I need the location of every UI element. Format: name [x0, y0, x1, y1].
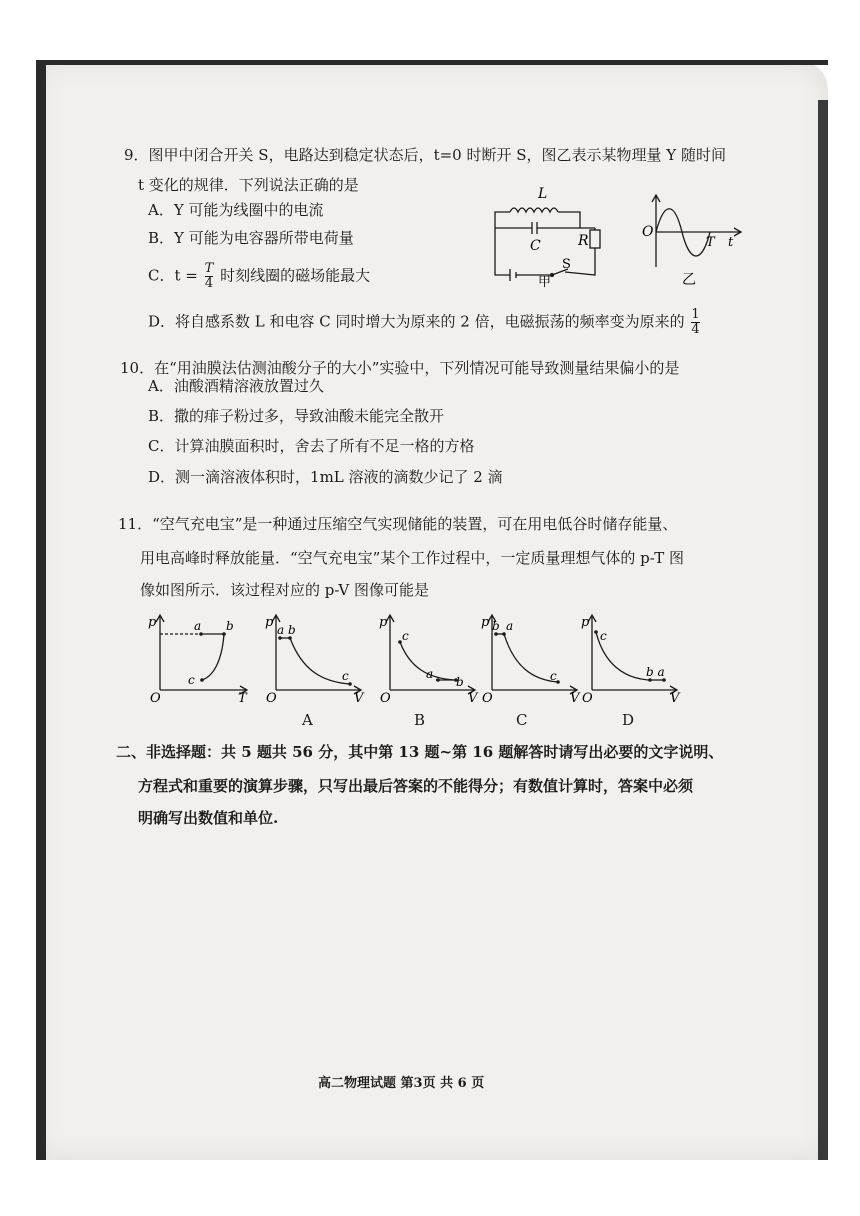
a-origin-label: O: [266, 691, 277, 705]
paper-edge-right: [818, 100, 828, 1160]
page-footer: 高二物理试题 第3页 共 6 页: [318, 1076, 485, 1091]
yi-t-label: t: [728, 235, 734, 250]
graph-option-d: [578, 610, 688, 705]
q9-c-frac-den: 4: [204, 276, 214, 291]
figure-jia-circuit: [480, 180, 610, 290]
q10-option-a: A．油酸酒精溶液放置过久: [148, 377, 324, 395]
c-p-label: p: [481, 615, 490, 630]
b-V-label: V: [468, 691, 478, 705]
q9-stem-line2: t 变化的规律．下列说法正确的是: [138, 176, 359, 194]
graph-b-label: B: [414, 711, 426, 729]
caption-jia: 甲: [538, 275, 552, 290]
yi-T-label: T: [706, 235, 715, 250]
q9-d-frac-num: 1: [691, 307, 700, 322]
q9-stem-line1: 9．图甲中闭合开关 S，电路达到稳定状态后，t=0 时断开 S，图乙表示某物理量 Y 随时间: [124, 146, 726, 164]
yi-origin-label: O: [642, 224, 654, 240]
q9-option-d-fraction: [691, 308, 699, 337]
q9-option-d-text: D．将自感系数 L 和电容 C 同时增大为原来的 2 倍，电磁振荡的频率变为原来的: [148, 312, 685, 331]
graph-option-c: [478, 610, 588, 705]
q9-option-b: B．Y 可能为电容器所带电荷量: [148, 229, 354, 247]
label-R: R: [578, 233, 589, 249]
pT-origin-label: O: [150, 691, 161, 705]
d-p-label: p: [581, 615, 590, 630]
a-points-ab: a b: [277, 623, 296, 637]
caption-yi: 乙: [682, 272, 696, 288]
section2-line3: 明确写出数值和单位.: [138, 809, 279, 827]
pT-point-a: a: [194, 619, 202, 633]
graph-d-label: D: [622, 711, 635, 729]
label-C: C: [530, 238, 541, 254]
q11-stem-line3: 像如图所示．该过程对应的 p-V 图像可能是: [140, 581, 429, 599]
q10-stem: 10．在“用油膜法估测油酸分子的大小”实验中，下列情况可能导致测量结果偏小的是: [120, 359, 680, 377]
q9-option-c-suffix: 时刻线圈的磁场能最大: [220, 266, 371, 285]
q11-stem-line2: 用电高峰时释放能量．“空气充电宝”某个工作过程中，一定质量理想气体的 p-T 图: [140, 549, 685, 567]
c-origin-label: O: [482, 691, 493, 705]
graph-a-label: A: [302, 711, 313, 729]
d-points-ba: b a: [646, 665, 665, 679]
c-point-b: b: [492, 619, 500, 633]
pT-point-c: c: [188, 673, 195, 687]
graph-c-label: C: [516, 711, 528, 729]
pT-point-b: b: [226, 619, 234, 633]
q10-option-b: B．撒的痱子粉过多，导致油酸未能完全散开: [148, 407, 445, 425]
label-L: L: [538, 186, 548, 202]
q9-d-frac-den: 4: [691, 322, 700, 337]
d-point-c: c: [600, 629, 607, 643]
graph-pT: [146, 610, 256, 705]
section2-line1: 二、非选择题：共 5 题共 56 分，其中第 13 题~第 16 题解答时请写出必要的文字说明、: [116, 743, 724, 761]
b-point-a: a: [426, 667, 434, 681]
c-point-c: c: [550, 669, 557, 683]
d-V-label: V: [670, 691, 680, 705]
q9-option-a: A．Y 可能为线圈中的电流: [148, 201, 324, 219]
q9-option-c-prefix: C．t =: [148, 266, 198, 285]
q9-c-frac-num: T: [204, 261, 214, 276]
b-point-c: c: [402, 629, 409, 643]
paper-edge-top: [36, 60, 828, 65]
b-p-label: p: [379, 615, 388, 630]
a-point-c: c: [342, 669, 349, 683]
q10-option-d: D．测一滴溶液体积时，1mL 溶液的滴数少记了 2 滴: [148, 468, 503, 486]
b-origin-label: O: [380, 691, 391, 705]
q9-option-c: [148, 262, 370, 291]
graph-option-b: [376, 610, 486, 705]
a-p-label: p: [265, 615, 274, 630]
section2-line2: 方程式和重要的演算步骤，只写出最后答案的不能得分；有数值计算时，答案中必须: [138, 777, 694, 795]
q9-option-d: [148, 308, 700, 337]
pT-p-label: p: [148, 615, 157, 630]
a-V-label: V: [354, 691, 364, 705]
label-S: S: [562, 257, 571, 272]
q9-option-c-fraction: [205, 262, 214, 291]
q10-option-c: C．计算油膜面积时，舍去了所有不足一格的方格: [148, 437, 475, 455]
figure-yi-sine-graph: [640, 192, 750, 292]
graph-option-a: [262, 610, 372, 705]
d-origin-label: O: [582, 691, 593, 705]
c-V-label: V: [570, 691, 580, 705]
paper-edge-left: [36, 60, 46, 1160]
q11-stem-line1: 11．“空气充电宝”是一种通过压缩空气实现储能的装置，可在用电低谷时储存能量、: [118, 515, 678, 533]
b-point-b: b: [456, 675, 464, 689]
c-point-a: a: [506, 619, 514, 633]
pT-T-label: T: [238, 691, 247, 705]
